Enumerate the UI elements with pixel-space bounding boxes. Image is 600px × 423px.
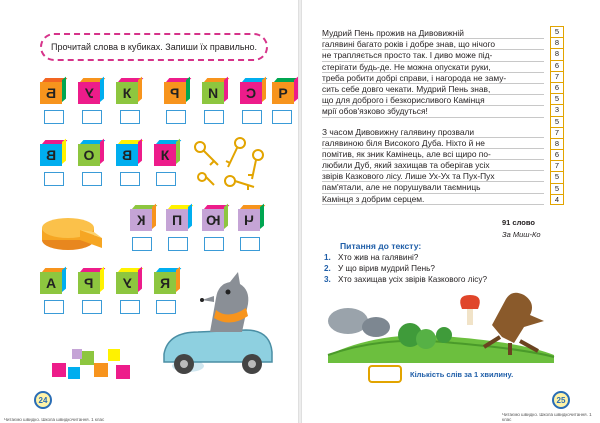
question-text: Хто жив на галявині? bbox=[338, 253, 419, 262]
story-line: треба робити добрі справи, і нагорода не заму- bbox=[322, 73, 544, 84]
cube-side-face bbox=[100, 139, 104, 164]
cube-front-face bbox=[78, 82, 100, 104]
story-author: За Миш-Ко bbox=[502, 230, 541, 239]
cube-side-face bbox=[100, 77, 104, 102]
cube-letter: В bbox=[121, 147, 133, 163]
answer-box[interactable] bbox=[44, 172, 64, 186]
question-item bbox=[324, 264, 435, 273]
word-count-cell: 5 bbox=[550, 26, 564, 37]
footer-right: Читаємо швидко. Школа швидкочитання. 1 клас bbox=[502, 412, 592, 422]
letter-cube bbox=[40, 78, 66, 104]
cube-front-face bbox=[116, 82, 138, 104]
word-count-cell: 3 bbox=[550, 104, 564, 115]
word-count-cell: 7 bbox=[550, 160, 564, 171]
cube-letter: С bbox=[245, 85, 257, 101]
cube-letter: К bbox=[136, 212, 146, 228]
story-line: Камінця з добрим серцем. bbox=[322, 194, 544, 205]
cube-letter: У bbox=[122, 275, 132, 291]
cube-letter: Р bbox=[278, 85, 288, 101]
story-line: сить себе довго чекати. Мудрий Пень знав, bbox=[322, 84, 544, 95]
letter-cube bbox=[154, 140, 180, 166]
cube-letter: И bbox=[207, 85, 219, 101]
letter-cube bbox=[40, 268, 66, 294]
answer-box[interactable] bbox=[132, 237, 152, 251]
cube-letter: П bbox=[171, 212, 183, 228]
answer-box[interactable] bbox=[82, 172, 102, 186]
answer-box[interactable] bbox=[272, 110, 292, 124]
cube-letter: Б bbox=[45, 85, 57, 101]
cube-letter: А bbox=[45, 275, 57, 291]
cube-side-face bbox=[262, 77, 266, 102]
answer-box[interactable] bbox=[204, 237, 224, 251]
story-line: що для доброго і безкорисливого Камінця bbox=[322, 95, 544, 106]
story-line: помітив, як зник Камінець, але всі щиро по- bbox=[322, 149, 544, 160]
cube-letter: Ю bbox=[205, 212, 221, 228]
word-count-cell: 7 bbox=[550, 71, 564, 82]
cheese-illustration bbox=[40, 210, 104, 254]
word-count-cell: 6 bbox=[550, 82, 564, 93]
word-count-cell: 5 bbox=[550, 171, 564, 182]
letter-cube bbox=[78, 268, 104, 294]
letter-cube bbox=[116, 78, 142, 104]
answer-box[interactable] bbox=[166, 110, 186, 124]
answer-box[interactable] bbox=[242, 110, 262, 124]
instruction-text: Прочитай слова в кубиках. Запиши їх правильно. bbox=[50, 42, 258, 52]
letter-cube bbox=[272, 78, 298, 104]
page-number-right-text: 25 bbox=[556, 395, 566, 405]
answer-box[interactable] bbox=[120, 300, 140, 314]
word-count-cell: 8 bbox=[550, 48, 564, 59]
page-number-right bbox=[552, 391, 570, 409]
word-count-cell: 4 bbox=[550, 194, 564, 205]
word-total: 91 слово bbox=[502, 218, 535, 227]
word-count-cell: 5 bbox=[550, 93, 564, 104]
cube-side-face bbox=[186, 77, 190, 102]
story-line: звірів Казкового лісу. Лише Ух-Ух та Пух-Пух bbox=[322, 171, 544, 182]
answer-box[interactable] bbox=[82, 110, 102, 124]
cube-letter: О bbox=[83, 147, 95, 163]
story-line: любили Дуб, який захищав та оберігав усіх bbox=[322, 160, 544, 171]
page-number-left-text: 24 bbox=[38, 395, 48, 405]
cube-front-face bbox=[202, 82, 224, 104]
story-line: галявиною біля Високого Дуба. Ніхто й не bbox=[322, 138, 544, 149]
cube-side-face bbox=[62, 139, 66, 164]
word-count-cell: 8 bbox=[550, 37, 564, 48]
cube-letter: Р bbox=[84, 275, 94, 291]
letter-cube bbox=[164, 78, 190, 104]
story-line: пам'ятали, але не порушували таємниць bbox=[322, 182, 544, 193]
letter-cube bbox=[116, 268, 142, 294]
cube-side-face bbox=[138, 267, 142, 292]
story-line: З часом Дивовижну галявину прозвали bbox=[322, 127, 544, 138]
cube-side-face bbox=[176, 139, 180, 164]
answer-box[interactable] bbox=[240, 237, 260, 251]
cube-letter: Р bbox=[170, 85, 180, 101]
answer-box[interactable] bbox=[168, 237, 188, 251]
instruction-banner bbox=[40, 33, 268, 61]
word-count-cell: 6 bbox=[550, 149, 564, 160]
cube-front-face bbox=[116, 272, 138, 294]
cube-side-face bbox=[138, 77, 142, 102]
cube-front-face bbox=[164, 82, 186, 104]
answer-box[interactable] bbox=[82, 300, 102, 314]
answer-box[interactable] bbox=[44, 110, 64, 124]
letter-cube bbox=[202, 205, 228, 231]
cube-front-face bbox=[240, 82, 262, 104]
answer-box[interactable] bbox=[44, 300, 64, 314]
letter-cube bbox=[202, 78, 228, 104]
cube-front-face bbox=[130, 209, 152, 231]
word-count-cell: 5 bbox=[550, 183, 564, 194]
story-line: мрії обов'язково збудуться! bbox=[322, 106, 544, 117]
cube-front-face bbox=[40, 272, 62, 294]
cube-side-face bbox=[260, 204, 264, 229]
letter-cube bbox=[78, 78, 104, 104]
cube-side-face bbox=[62, 77, 66, 102]
cube-front-face bbox=[40, 144, 62, 166]
cube-letter: К bbox=[122, 85, 132, 101]
cube-letter: В bbox=[45, 147, 57, 163]
cube-side-face bbox=[188, 204, 192, 229]
questions-title: Питання до тексту: bbox=[340, 241, 422, 251]
question-number: 3. bbox=[324, 275, 331, 284]
word-count-cell: 7 bbox=[550, 127, 564, 138]
cube-front-face bbox=[78, 272, 100, 294]
letter-cube bbox=[116, 140, 142, 166]
answer-box[interactable] bbox=[120, 172, 140, 186]
cube-front-face bbox=[154, 144, 176, 166]
keys-illustration bbox=[190, 135, 270, 195]
story-text bbox=[322, 28, 544, 205]
cube-side-face bbox=[224, 77, 228, 102]
question-number: 2. bbox=[324, 264, 331, 273]
wolf-in-car-illustration bbox=[158, 270, 278, 382]
question-item bbox=[324, 253, 418, 262]
cube-side-face bbox=[62, 267, 66, 292]
cube-side-face bbox=[152, 204, 156, 229]
footer-left: Читаємо швидко. Школа швидкочитання. 1 клас bbox=[4, 417, 105, 422]
cube-front-face bbox=[272, 82, 294, 104]
cube-letter: К bbox=[160, 147, 170, 163]
question-text: Хто захищав усіх звірів Казкового лісу? bbox=[338, 275, 488, 284]
right-page bbox=[302, 0, 600, 423]
letter-cube bbox=[78, 140, 104, 166]
word-count-cell: 6 bbox=[550, 60, 564, 71]
word-count-cell: 5 bbox=[550, 116, 564, 127]
word-count-column bbox=[550, 26, 564, 205]
answer-box[interactable] bbox=[204, 110, 224, 124]
forest-glade-illustration bbox=[324, 285, 556, 365]
cube-side-face bbox=[224, 204, 228, 229]
paragraph-gap bbox=[322, 118, 544, 127]
answer-box[interactable] bbox=[156, 172, 176, 186]
cube-letter: R bbox=[159, 275, 171, 291]
cube-front-face bbox=[40, 82, 62, 104]
question-item bbox=[324, 275, 487, 284]
cube-letter: Ч bbox=[244, 212, 254, 228]
question-text: У що вірив мудрий Пень? bbox=[338, 264, 435, 273]
story-line: Мудрий Пень прожив на Дивовижній bbox=[322, 28, 544, 39]
letter-cube bbox=[130, 205, 156, 231]
left-page bbox=[0, 0, 298, 423]
cube-front-face bbox=[166, 209, 188, 231]
cube-front-face bbox=[116, 144, 138, 166]
reading-speed-input[interactable] bbox=[368, 365, 402, 383]
cube-side-face bbox=[138, 139, 142, 164]
question-number: 1. bbox=[324, 253, 331, 262]
toy-blocks-illustration bbox=[50, 345, 132, 383]
answer-box[interactable] bbox=[120, 110, 140, 124]
cube-front-face bbox=[78, 144, 100, 166]
page-number-left bbox=[34, 391, 52, 409]
cube-letter: У bbox=[84, 85, 94, 101]
cube-front-face bbox=[238, 209, 260, 231]
letter-cube bbox=[40, 140, 66, 166]
letter-cube bbox=[238, 205, 264, 231]
reading-speed-label: Кількість слів за 1 хвилину. bbox=[410, 370, 514, 379]
cube-side-face bbox=[100, 267, 104, 292]
story-line: галявині багато років і добре знав, що нічого bbox=[322, 39, 544, 50]
story-line: не трапляється просто так. І диво може під- bbox=[322, 50, 544, 61]
word-count-cell: 8 bbox=[550, 138, 564, 149]
letter-cube bbox=[240, 78, 266, 104]
cube-front-face bbox=[202, 209, 224, 231]
letter-cube bbox=[166, 205, 192, 231]
story-line: стерігати будь-де. Не можна опускати руки, bbox=[322, 62, 544, 73]
